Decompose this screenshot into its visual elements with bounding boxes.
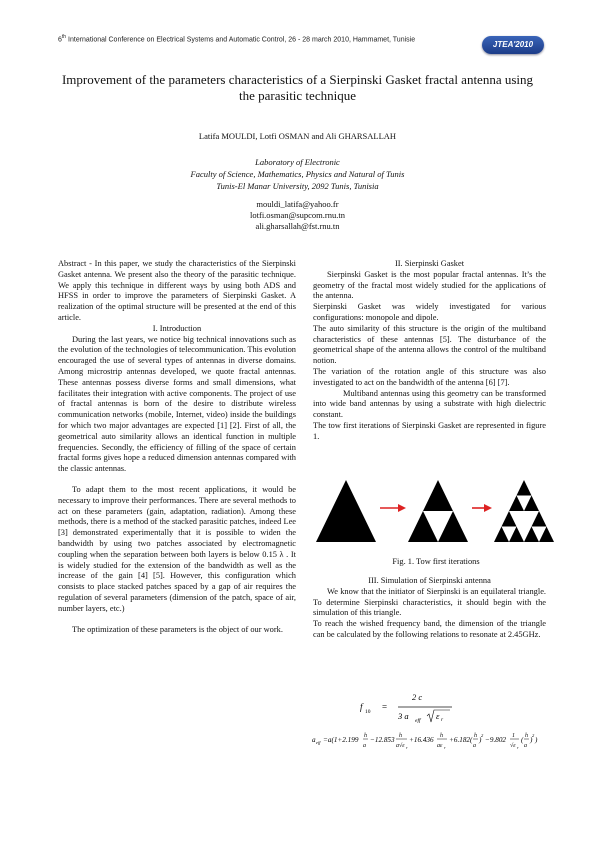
left-column — [58, 259, 296, 635]
conference-header: 6th International Conference on Electrical Systems and Automatic Control, 26 - 28 march 2010, Hammamet, Tunisie — [58, 34, 416, 44]
svg-text:+16.436: +16.436 — [409, 736, 434, 744]
simulation-paragraph-1: We know that the initiator of Sierpinski is an equilateral triangle. To determine Sierpinski characteristics, it should begin with the simulation of this triangle. — [313, 586, 546, 618]
sierpinski-paragraph-1: Sierpinski Gasket is the most popular fractal antennas. It’s the geometry of the fractal most widely studied for the applications of the antenna. — [313, 269, 546, 301]
svg-text:a: a — [524, 743, 527, 749]
svg-text:ε: ε — [436, 711, 440, 721]
svg-text:−9.802: −9.802 — [485, 736, 507, 744]
svg-text:): ) — [530, 736, 533, 744]
figure-caption: Fig. 1. Tow first iterations — [392, 557, 480, 566]
authors: Latifa MOULDI, Lotfi OSMAN and Ali GHARSALLAH — [198, 131, 397, 141]
svg-text:r: r — [517, 745, 519, 750]
right-column-lower — [313, 576, 546, 641]
arrow-1-head — [398, 504, 406, 512]
author-emails — [0, 199, 595, 232]
svg-text:=: = — [382, 702, 388, 712]
section-heading-sierpinski: II. Sierpinski Gasket — [394, 259, 465, 268]
svg-text:): ) — [535, 736, 538, 744]
svg-text:2: 2 — [532, 733, 535, 738]
affiliation-university: Tunis-El Manar University, 2092 Tunis, Tunisia — [216, 181, 379, 191]
paper-title: Improvement of the parameters characteristics of a Sierpinski Gasket fractal antenna using the parasitic technique — [61, 72, 534, 103]
email-2: lotfi.osman@supcom.rnu.tn — [250, 210, 345, 220]
svg-text:aε: aε — [437, 743, 443, 749]
email-3: ali.gharsallah@fst.rnu.tn — [255, 221, 340, 231]
svg-text:2 c: 2 c — [412, 692, 423, 702]
intro-paragraph-1: During the last years, we notice big technical innovations such as the evolution of the technologies of telecommunication. This evolution encouraged the use of several types of antennas in diverse domains. Among microstrip antennas developed, we quote fractal antennas. These antennas possess diverse forms and small dimensions, what facilitates their integration with active components. The project of use of fractal antennas is born of the desire to distribute wireless communication networks (mobile, Internet, video) inside the buildings for which two major advantages are expected [1] [2]. First of all, the geometrical auto similarity allows an identical function in multiple frequencies. Secondly, the efficiency of filling of the space of certain fractal forms gives hope a reduced dimension antennas compared with the classic antennas. — [58, 334, 296, 474]
sierpinski-paragraph-2: Sierpinski Gasket was widely investigated for various configurations: monopole and dipole. — [313, 302, 546, 322]
email-1: mouldi_latifa@yahoo.fr — [256, 199, 339, 209]
iteration-1-triangle — [408, 480, 468, 542]
svg-text:1: 1 — [512, 733, 515, 739]
svg-text:r: r — [406, 745, 408, 750]
iteration-2-triangle — [494, 480, 554, 542]
svg-text:+6.182(: +6.182( — [449, 736, 473, 744]
svg-text:r: r — [444, 745, 446, 750]
arrow-2-head — [484, 504, 492, 512]
svg-text:a: a — [363, 743, 366, 749]
sierpinski-paragraph-4: The variation of the rotation angle of this structure was also investigated to act on the bandwidth of the antenna [6] [7]. — [313, 366, 546, 387]
conference-logo: JTEA'2010 — [482, 36, 544, 54]
svg-text:√ε: √ε — [510, 743, 516, 749]
figure-sierpinski-iterations — [316, 478, 556, 544]
sierpinski-paragraph-3: The auto similarity of this structure is the origin of the multiband characteristics of these antennas [5]. The disturbance of the geometrical shape of the antenna allows the control of the multiband notion. — [313, 323, 546, 366]
svg-text:(: ( — [521, 736, 524, 744]
svg-text:−12.853: −12.853 — [370, 736, 395, 744]
equation-effective-side — [312, 726, 548, 756]
abstract: Abstract - In this paper, we study the characteristics of the Sierpinski Gasket antenna. We present also the theory of the parasitic technique. We apply this technique in different ways by using both ADS and HFSS in order to improve the parameters of Sierpinski Gasket. A realization of the optimal structure will be presented at the end of this article. — [58, 259, 296, 322]
equation-resonant-frequency — [360, 690, 480, 724]
svg-text:r: r — [441, 717, 444, 723]
svg-text:): ) — [479, 736, 482, 744]
svg-text:h: h — [399, 733, 402, 739]
svg-text:h: h — [474, 733, 477, 739]
svg-text:a: a — [312, 736, 316, 744]
svg-text:eff: eff — [415, 718, 421, 724]
right-column — [313, 259, 546, 443]
svg-text:f: f — [360, 702, 363, 712]
svg-text:10: 10 — [365, 709, 371, 715]
simulation-paragraph-2: To reach the wished frequency band, the dimension of the triangle can be calculated by the following relations to resonate at 2.45GHz. — [313, 619, 546, 639]
svg-text:a: a — [473, 743, 476, 749]
affiliation-lab: Laboratory of Electronic — [255, 157, 340, 167]
intro-paragraph-3: The optimization of these parameters is the object of our work. — [72, 624, 283, 634]
svg-text:h: h — [364, 733, 367, 739]
sierpinski-paragraph-6: The tow first iterations of Sierpinski Gasket are represented in figure 1. — [313, 420, 546, 441]
sierpinski-paragraph-5: Multiband antennas using this geometry can be transformed into wide band antennas by using a substrate with high dielectric constant. — [313, 388, 546, 420]
affiliation-faculty: Faculty of Science, Mathematics, Physics and Natural of Tunis — [190, 169, 405, 179]
svg-text:h: h — [440, 733, 443, 739]
svg-text:=a(1+2.199: =a(1+2.199 — [323, 736, 359, 744]
svg-text:3 a: 3 a — [398, 711, 409, 721]
section-heading-introduction: I. Introduction — [152, 323, 202, 333]
svg-text:eff: eff — [316, 740, 321, 745]
svg-text:a√ε: a√ε — [396, 743, 405, 749]
intro-paragraph-2: To adapt them to the most recent applications, it would be necessary to improve their performances. There are several methods to act on these parameters (gain, adaptation, radiation). Among these methods, there is a method of the stacked parasitic patches, indeed Lee [3] demonstrated experimentally that it is possible to widen the bandwidth by using two patches associated by electromagnetic coupling when the separation between both layers is below 0.15 λ . It is widely studied for the extension of the bandwidth as well as the increase of the gain [4] [5]. However, this configuration which consists to place stacked patches spaced by a gap of air requires the regulation of several parameters (dimension of the patch, space of air, number layers, etc.) — [58, 484, 296, 613]
iteration-0-triangle — [316, 480, 376, 542]
svg-text:h: h — [525, 733, 528, 739]
section-heading-simulation: III. Simulation of Sierpinski antenna — [368, 576, 491, 585]
svg-text:2: 2 — [481, 733, 484, 738]
